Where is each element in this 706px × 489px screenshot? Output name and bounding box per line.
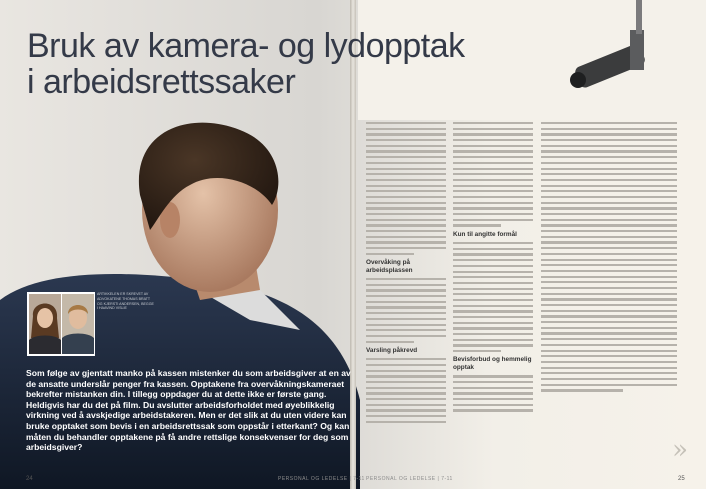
- author-portrait-female: [29, 294, 61, 354]
- folio-left: PERSONAL OG LEDELSE | 7-11: [278, 476, 365, 482]
- author-portraits: [27, 292, 95, 356]
- headline: [27, 28, 527, 100]
- headline-line-1: Bruk av kamera- og lydopptak: [27, 27, 465, 65]
- column-1-text-top: [366, 122, 446, 255]
- column-2-text-mid: [453, 242, 533, 352]
- lead-paragraph: Som følge av gjentatt manko på kassen mistenker du som arbeidsgiver at en av de ansatte underslår penger fra kassen. Opptakene fra overvåkningskameraet bekrefter mistanken din. I tillegg oppdager du at dette ikke er første gang. Heldigvis har du det på film. Du avslutter arbeidsforholdet med øyeblikkelig virkning ved å avskjedige arbeidstakeren. Men er det slik at du uten videre kan bruke opptaket som bevis i en arbeidsrettssak som oppstår i etterkant? Og kan måten du behandler opptakene på få andre rettslige konsekvenser for deg som arbeidsgiver?: [26, 368, 351, 453]
- column-2-text-bottom: [453, 375, 533, 411]
- closing-quote-mark: »: [672, 435, 688, 465]
- subhead-bevisforbud: Bevisforbud og hemmelig opptak: [453, 356, 532, 371]
- column-1-text-mid: [366, 278, 446, 343]
- body-column-2: [453, 122, 533, 415]
- subhead-formal: Kun til angitte formål: [453, 230, 517, 238]
- folio-right: PERSONAL OG LEDELSE | 7-11: [366, 476, 453, 482]
- column-1-text-bottom: [366, 358, 446, 423]
- column-3-text: [541, 122, 677, 392]
- headline-line-2: i arbeidsrettssaker: [27, 63, 296, 101]
- page-number-right: 25: [678, 476, 685, 482]
- body-column-3: [541, 122, 677, 395]
- subhead-overvaking: Overvåking på arbeidsplassen: [366, 259, 413, 274]
- author-caption: ARTIKKELEN ER SKREVET AV ADVOKATENE THOMAS BRATT OG KJERSTI ANDERSEN, BEGGE I HAAVIND VISLIE: [97, 292, 154, 311]
- author-portrait-male: [62, 294, 94, 354]
- body-column-1: [366, 122, 446, 427]
- subhead-varsling: Varsling påkrevd: [366, 346, 418, 354]
- page-number-left: 24: [26, 476, 33, 482]
- column-2-text-top: [453, 122, 533, 227]
